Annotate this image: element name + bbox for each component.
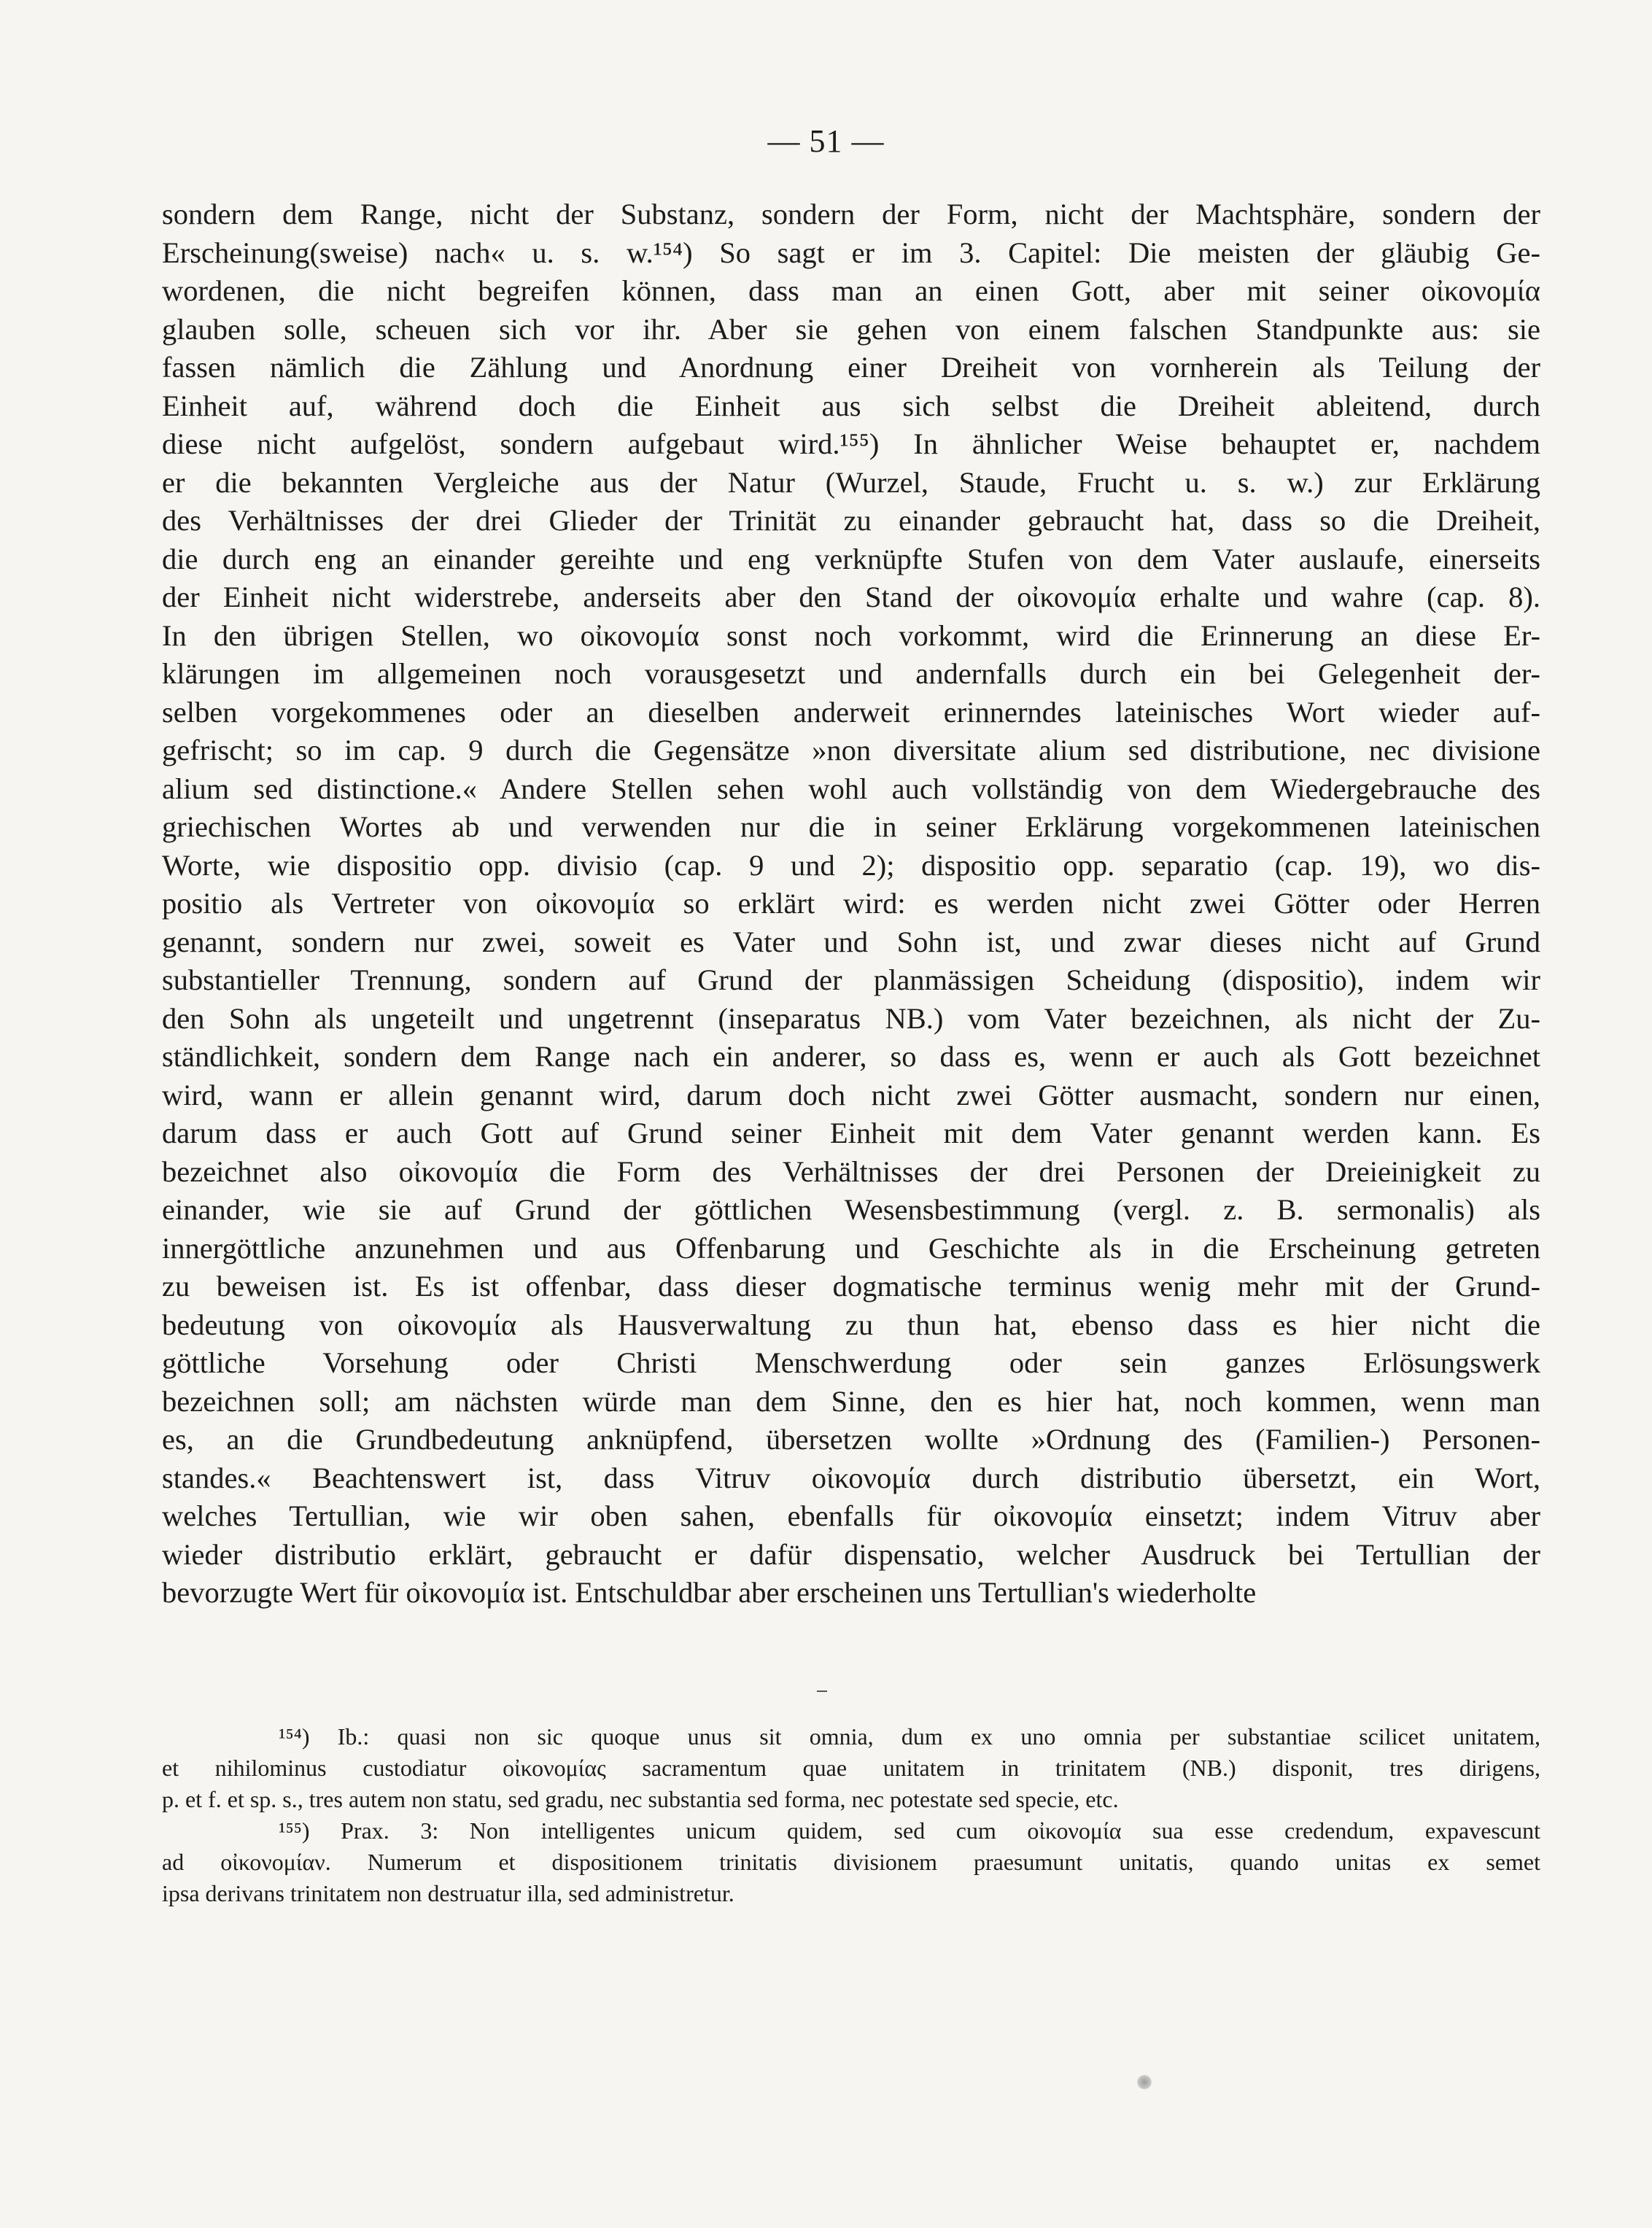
body-line: positio als Vertreter von οἰκονομία so erklärt wird: es werden nicht zwei Götter oder Herren (162, 887, 1540, 920)
footnote-line: ad οἰκονομίαν. Numerum et dispositionem trinitatis divisionem praesumunt unitatis, quando unitas ex semet (162, 1849, 1540, 1875)
paper-stain (1136, 2075, 1152, 2089)
body-line: genannt, sondern nur zwei, soweit es Vater und Sohn ist, und zwar dieses nicht auf Grund (162, 925, 1540, 958)
body-line: fassen nämlich die Zählung und Anordnung einer Dreiheit von vornherein als Teilung der (162, 351, 1540, 384)
body-line: er die bekannten Vergleiche aus der Natur (Wurzel, Staude, Frucht u. s. w.) zur Erklärung (162, 465, 1540, 499)
body-line: griechischen Wortes ab und verwenden nur die in seiner Erklärung vorgekommenen lateinischen (162, 810, 1540, 843)
body-line: darum dass er auch Gott auf Grund seiner Einheit mit dem Vater genannt werden kann. Es (162, 1117, 1540, 1149)
body-line: einander, wie sie auf Grund der göttlichen Wesensbestimmung (vergl. z. B. sermonalis) als (162, 1193, 1540, 1226)
footnote-line: ¹⁵⁵) Prax. 3: Non intelligentes unicum quidem, sed cum οἰκονομία sua esse credendum, expavescunt (279, 1817, 1540, 1844)
footnote-line: ¹⁵⁴) Ib.: quasi non sic quoque unus sit omnia, dum ex uno omnia per substantiae scilicet unitatem, (279, 1723, 1540, 1750)
footnote-line: et nihilominus custodiatur οἰκονομίας sacramentum quae unitatem in trinitatem (NB.) disponit, tres dirigens, (162, 1755, 1540, 1781)
body-line: In den übrigen Stellen, wo οἰκονομία sonst noch vorkommt, wird die Erinnerung an diese Er- (162, 618, 1540, 652)
footnote-separator (817, 1691, 827, 1692)
body-line: wordenen, die nicht begreifen können, dass man an einen Gott, aber mit seiner οἰκονομία (162, 274, 1540, 307)
body-line: glauben solle, scheuen sich vor ihr. Aber sie gehen von einem falschen Standpunkte aus: sie (162, 312, 1540, 346)
body-line: der Einheit nicht widerstrebe, anderseits aber den Stand der οἰκονομία erhalte und wahre (cap. 8). (162, 581, 1540, 613)
body-line: innergöttliche anzunehmen und aus Offenbarung und Geschichte als in die Erscheinung getreten (162, 1231, 1540, 1265)
body-line: bevorzugte Wert für οἰκονομία ist. Entschuldbar aber erscheinen uns Tertullian's wiederholte (162, 1576, 1257, 1609)
body-line: Einheit auf, während doch die Einheit aus sich selbst die Dreiheit ableitend, durch (162, 389, 1540, 422)
body-line: bedeutung von οἰκονομία als Hausverwaltung zu thun hat, ebenso dass es hier nicht die (162, 1308, 1540, 1341)
body-line: diese nicht aufgelöst, sondern aufgebaut wird.¹⁵⁵) In ähnlicher Weise behauptet er, nachdem (162, 427, 1540, 460)
body-line: alium sed distinctione.« Andere Stellen sehen wohl auch vollständig von dem Wiedergebrauche des (162, 772, 1540, 805)
body-line: selben vorgekommenes oder an dieselben anderweit erinnerndes lateinisches Wort wieder auf- (162, 695, 1540, 729)
footnote-line: ipsa derivans trinitatem non destruatur illa, sed administretur. (162, 1880, 734, 1906)
body-line: sondern dem Range, nicht der Substanz, sondern der Form, nicht der Machtsphäre, sondern der (162, 198, 1540, 230)
body-line: göttliche Vorsehung oder Christi Menschwerdung oder sein ganzes Erlösungswerk (162, 1346, 1540, 1379)
body-line: zu beweisen ist. Es ist offenbar, dass dieser dogmatische terminus wenig mehr mit der Grund- (162, 1270, 1540, 1303)
body-line: klärungen im allgemeinen noch vorausgesetzt und andernfalls durch ein bei Gelegenheit der- (162, 657, 1540, 690)
body-line: des Verhältnisses der drei Glieder der Trinität zu einander gebraucht hat, dass so die Dreiheit, (162, 504, 1540, 537)
body-line: standes.« Beachtenswert ist, dass Vitruv οἰκονομία durch distributio übersetzt, ein Wort, (162, 1461, 1540, 1494)
body-line: ständlichkeit, sondern dem Range nach ein anderer, so dass es, wenn er auch als Gott bezeichnet (162, 1040, 1540, 1073)
body-line: Erscheinung(sweise) nach« u. s. w.¹⁵⁴) So sagt er im 3. Capitel: Die meisten der gläubig Ge- (162, 236, 1540, 269)
body-line: Worte, wie dispositio opp. divisio (cap. 9 und 2); dispositio opp. separatio (cap. 19), wo dis- (162, 848, 1540, 882)
body-line: es, an die Grundbedeutung anknüpfend, übersetzen wollte »Ordnung des (Familien-) Personen- (162, 1423, 1540, 1456)
body-line: den Sohn als ungeteilt und ungetrennt (inseparatus NB.) vom Vater bezeichnen, als nicht der Zu- (162, 1001, 1540, 1035)
body-line: substantieller Trennung, sondern auf Grund der planmässigen Scheidung (dispositio), indem wir (162, 963, 1540, 996)
body-text (162, 195, 1540, 1612)
body-line: welches Tertullian, wie wir oben sahen, ebenfalls für οἰκονομία einsetzt; indem Vitruv aber (162, 1499, 1540, 1532)
body-line: die durch eng an einander gereihte und eng verknüpfte Stufen von dem Vater auslaufe, einerseits (162, 542, 1540, 575)
body-line: gefrischt; so im cap. 9 durch die Gegensätze »non diversitate alium sed distributione, nec divisione (162, 734, 1540, 766)
footnote-line: p. et f. et sp. s., tres autem non statu, sed gradu, nec substantia sed forma, nec potestate sed specie, etc. (162, 1786, 1119, 1812)
footnotes (162, 1721, 1540, 1909)
body-line: bezeichnet also οἰκονομία die Form des Verhältnisses der drei Personen der Dreieinigkeit zu (162, 1154, 1540, 1188)
body-line: bezeichnen soll; am nächsten würde man dem Sinne, den es hier hat, noch kommen, wenn man (162, 1384, 1540, 1418)
body-line: wird, wann er allein genannt wird, darum doch nicht zwei Götter ausmacht, sondern nur einen, (162, 1078, 1540, 1111)
body-line: wieder distributio erklärt, gebraucht er dafür dispensatio, welcher Ausdruck bei Tertullian der (162, 1537, 1540, 1571)
page-number: — 51 — (767, 123, 885, 159)
